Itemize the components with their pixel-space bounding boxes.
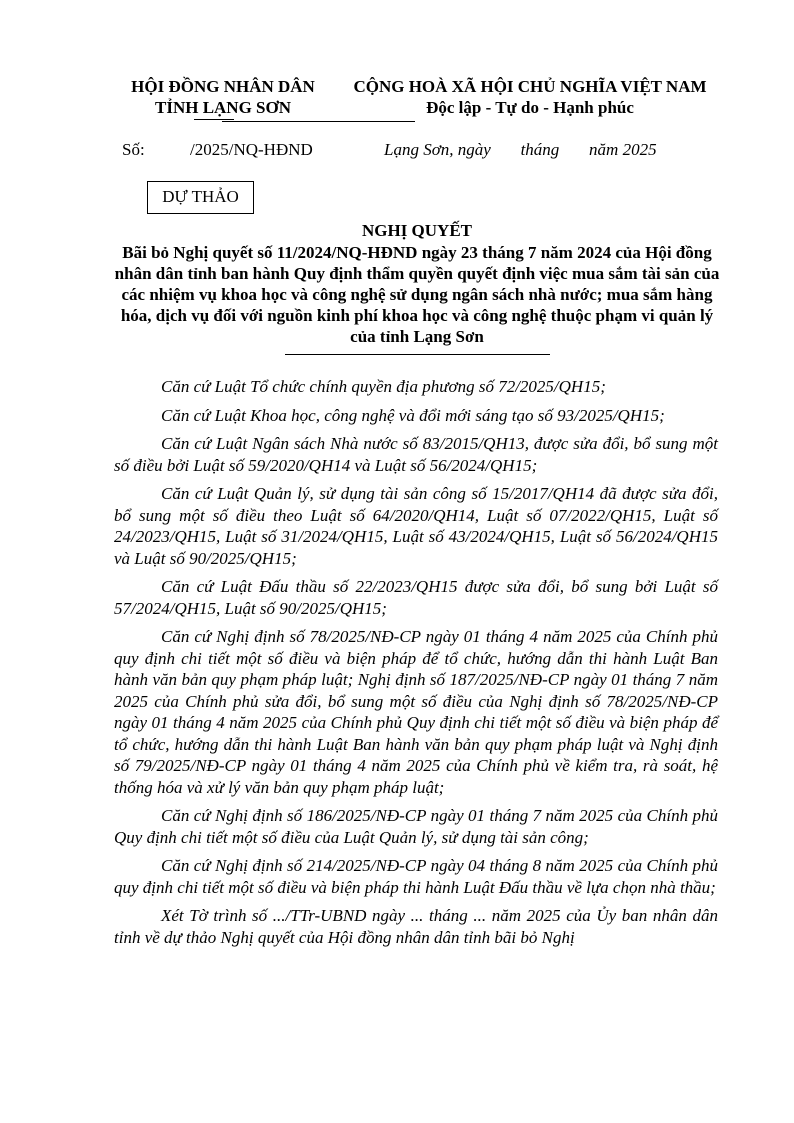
nation-name: CỘNG HOÀ XÃ HỘI CHỦ NGHĨA VIỆT NAM — [353, 77, 707, 96]
preamble-paragraph: Xét Tờ trình số .../TTr-UBND ngày ... tháng ... năm 2025 của Ủy ban nhân dân tỉnh về dự thảo Nghị quyết của Hội đồng nhân dân tỉnh bãi bỏ Nghị — [114, 906, 718, 947]
preamble-paragraph: Căn cứ Luật Quản lý, sử dụng tài sản công số 15/2017/QH14 đã được sửa đổi, bổ sung một số điều theo Luật số 64/2020/QH14, Luật số 07/2022/QH15, Luật số 24/2023/QH15, Luật số 31/2024/QH15, Luật số 43/2024/QH15, Luật số 56/2024/QH15 và Luật số 90/2025/QH15; — [114, 484, 718, 568]
document-title: NGHỊ QUYẾT — [361, 221, 473, 240]
authority-line-2: TỈNH LẠNG SƠN — [154, 98, 292, 117]
preamble-paragraph: Căn cứ Nghị định số 78/2025/NĐ-CP ngày 01 tháng 4 năm 2025 của Chính phủ quy định chi tiết một số điều và biện pháp để tổ chức, hướng dẫn thi hành Luật Ban hành văn bản quy phạm pháp luật; Nghị định số 187/2025/NĐ-CP ngày 01 tháng 7 năm 2025 của Chính phủ sửa đổi, bổ sung một số điều của Nghị định số 78/2025/NĐ-CP ngày 01 tháng 4 năm 2025 của Chính phủ Quy định chi tiết một số điều và biện pháp để tổ chức, hướng dẫn thi hành Luật Ban hành văn bản quy phạm pháp luật và Nghị định số 79/2025/NĐ-CP ngày 01 tháng 4 năm 2025 của Chính phủ về kiểm tra, rà soát, hệ thống hóa và xử lý văn bản quy phạm pháp luật; — [114, 627, 718, 797]
doc-number: /2025/NQ-HĐND — [190, 140, 313, 159]
motto-underline — [222, 121, 415, 122]
authority-line-1: HỘI ĐỒNG NHÂN DÂN — [131, 77, 315, 96]
doc-number-label: Số: — [122, 140, 145, 159]
preamble-paragraph: Căn cứ Luật Tổ chức chính quyền địa phương số 72/2025/QH15; — [161, 377, 606, 396]
title-underline — [285, 354, 550, 355]
draft-stamp: DỰ THẢO — [147, 181, 254, 214]
document-subtitle: Bãi bỏ Nghị quyết số 11/2024/NQ-HĐND ngày 23 tháng 7 năm 2024 của Hội đồng nhân dân tỉnh ban hành Quy định thẩm quyền quyết định việc mua sắm tài sản của các nhiệm vụ khoa học và công nghệ sử dụng ngân sách nhà nước; mua sắm hàng hóa, dịch vụ đối với nguồn kinh phí khoa học và công nghệ thuộc phạm vi quản lý của tỉnh Lạng Sơn — [114, 243, 720, 346]
preamble-paragraph: Căn cứ Luật Đấu thầu số 22/2023/QH15 được sửa đổi, bổ sung bởi Luật số 57/2024/QH15, Luật số 90/2025/QH15; — [114, 577, 718, 618]
preamble-paragraph: Căn cứ Nghị định số 214/2025/NĐ-CP ngày 04 tháng 8 năm 2025 của Chính phủ quy định chi tiết một số điều và biện pháp thi hành Luật Đấu thầu về lựa chọn nhà thầu; — [114, 856, 718, 897]
nation-motto: Độc lập - Tự do - Hạnh phúc — [426, 98, 634, 117]
issuing-authority — [118, 76, 328, 118]
preamble-paragraph: Căn cứ Luật Ngân sách Nhà nước số 83/2015/QH13, được sửa đổi, bổ sung một số điều bởi Luật số 59/2020/QH14 và Luật số 56/2024/QH15; — [114, 434, 718, 475]
national-header — [340, 76, 720, 118]
place-date-line: Lạng Sơn, ngày tháng năm 2025 — [384, 140, 657, 159]
preamble — [114, 376, 718, 955]
preamble-paragraph: Căn cứ Nghị định số 186/2025/NĐ-CP ngày 01 tháng 7 năm 2025 của Chính phủ Quy định chi tiết một số điều của Luật Quản lý, sử dụng tài sản công; — [114, 806, 718, 847]
preamble-paragraph: Căn cứ Luật Khoa học, công nghệ và đổi mới sáng tạo số 93/2025/QH15; — [161, 405, 665, 425]
authority-underline — [194, 119, 234, 120]
